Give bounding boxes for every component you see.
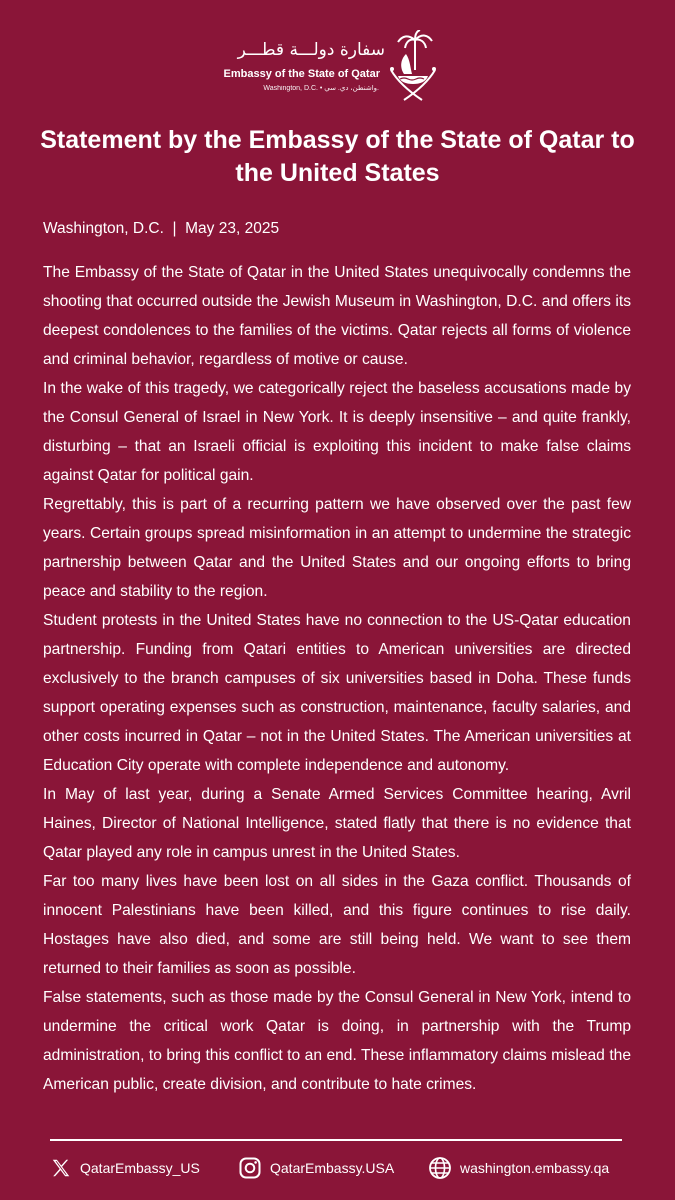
instagram-handle: QatarEmbassy.USA (270, 1160, 395, 1176)
instagram-social-link[interactable] (238, 1154, 394, 1182)
instagram-icon (238, 1156, 262, 1180)
paragraph-1: The Embassy of the State of Qatar in the United States unequivocally condemns the shooting that occurred outside the Jewish Museum in Washington, D.C. and offers its deepest condolences to the families of the victims. Qatar rejects all forms of violence and criminal behavior, regardless of motive or cause. (43, 264, 631, 368)
embassy-city: Washington, D.C. • واشنطن، دي. سي. (263, 85, 379, 92)
statement-title: Statement by the Embassy of the State of Qatar to the United States (40, 126, 635, 187)
globe-icon (428, 1156, 452, 1180)
footer-divider (50, 1139, 622, 1141)
x-social-link[interactable] (50, 1154, 200, 1182)
paragraph-2: In the wake of this tragedy, we categorically reject the baseless accusations made by the Consul General of Israel in New York. It is deeply insensitive – and quite frankly, disturbing – that an Israeli official is exploiting this incident to make false claims against Qatar for political gain. (43, 380, 631, 484)
paragraph-7: False statements, such as those made by the Consul General in New York, intend to undermine the critical work Qatar is doing, in partnership with the Trump administration, to bring this conflict to an end. These inflammatory claims mislead the American public, create division, and contribute to hate crimes. (43, 989, 631, 1093)
statement-body (43, 258, 631, 1099)
qatar-emblem-icon (388, 30, 438, 102)
website-url: washington.embassy.qa (460, 1160, 610, 1176)
paragraph-6: Far too many lives have been lost on all sides in the Gaza conflict. Thousands of innocent Palestinians have been killed, and this figure continues to rise daily. Hostages have also died, and some are still being held. We want to see them returned to their families as soon as possible. (43, 873, 631, 977)
paragraph-4: Student protests in the United States have no connection to the US-Qatar education partnership. Funding from Qatari entities to American universities are directed exclusively to the branch campuses of six universities based in Doha. These funds support operating expenses such as construction, maintenance, faculty salaries, and other costs incurred in Qatar – not in the United States. The American universities at Education City operate with complete independence and autonomy. (43, 612, 631, 774)
paragraph-3: Regrettably, this is part of a recurring pattern we have observed over the past few years. Certain groups spread misinformation in an attempt to undermine the strategic partnership between Qatar and the United States and our ongoing efforts to bring peace and stability to the region. (43, 496, 631, 600)
embassy-name-english: Embassy of the State of Qatar (223, 68, 380, 80)
dateline: Washington, D.C. | May 23, 2025 (43, 220, 280, 237)
website-link[interactable] (428, 1154, 609, 1182)
x-handle: QatarEmbassy_US (80, 1160, 200, 1176)
embassy-logo (0, 30, 675, 110)
embassy-name-arabic: سفارة دولـــة قطـــر (237, 40, 385, 60)
footer (0, 1150, 675, 1186)
x-logo-icon (50, 1157, 72, 1179)
paragraph-5: In May of last year, during a Senate Armed Services Committee hearing, Avril Haines, Director of National Intelligence, stated flatly that there is no evidence that Qatar played any role in campus unrest in the United States. (43, 786, 631, 861)
